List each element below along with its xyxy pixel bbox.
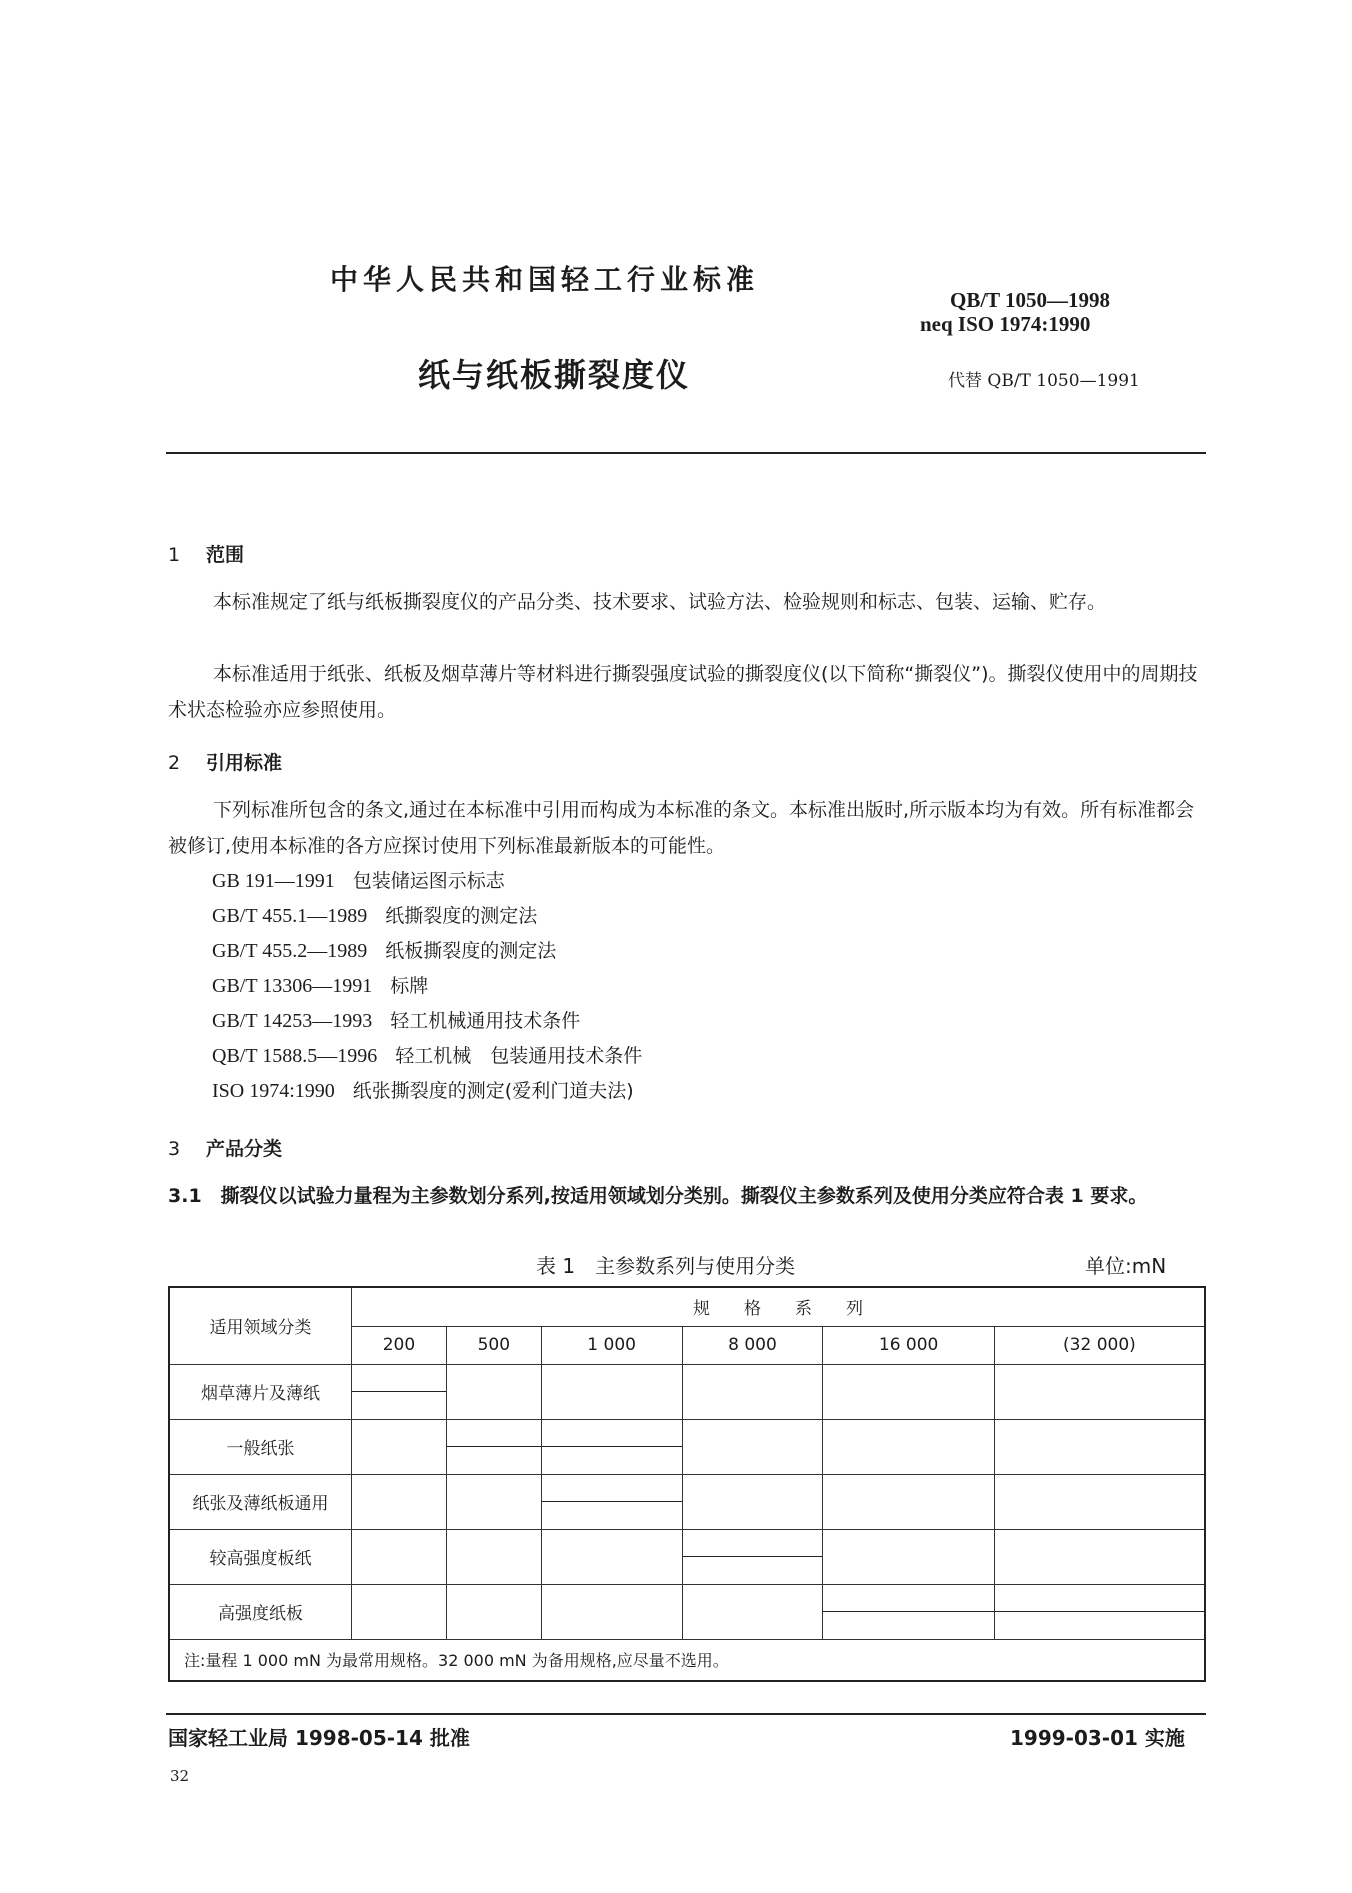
table-cell: [682, 1474, 823, 1529]
table-cell: [352, 1419, 447, 1474]
table-cell: [823, 1529, 994, 1584]
table-cell: [823, 1419, 994, 1474]
footer-divider: [166, 1713, 1206, 1715]
section-number: 2: [168, 752, 181, 774]
table-cell: [541, 1474, 682, 1529]
table-cell: [541, 1364, 682, 1419]
range-bar: [995, 1611, 1204, 1612]
standard-category-heading: 中华人民共和国轻工行业标准: [330, 263, 760, 296]
column-header: 16 000: [823, 1326, 994, 1364]
reference-item: GB/T 14253—1993 轻工机械通用技术条件: [212, 1010, 581, 1032]
header-divider: [166, 452, 1206, 454]
effective-date: 1999-03-01 实施: [1010, 1726, 1185, 1750]
section-1-paragraph-1: 本标准规定了纸与纸板撕裂度仪的产品分类、技术要求、试验方法、检验规则和标志、包装、运输、贮存。: [213, 591, 1107, 613]
table-cell: [446, 1584, 541, 1639]
range-bar: [542, 1446, 682, 1447]
section-title: 引用标准: [206, 752, 283, 774]
reference-item: GB/T 455.1—1989 纸撕裂度的测定法: [212, 905, 538, 927]
row-label: 烟草薄片及薄纸: [169, 1364, 352, 1419]
table-cell: [352, 1584, 447, 1639]
range-bar: [542, 1501, 682, 1502]
section-3-heading: [168, 1134, 282, 1161]
reference-item: ISO 1974:1990 纸张撕裂度的测定(爱利门道夫法): [212, 1080, 634, 1102]
table-cell: [994, 1419, 1205, 1474]
table-cell: [446, 1474, 541, 1529]
section-number: 1: [168, 544, 181, 566]
range-bar: [447, 1446, 541, 1447]
approval-date: 国家轻工业局 1998-05-14 批准: [168, 1726, 470, 1750]
section-title: 产品分类: [206, 1138, 283, 1160]
series-header: 规 格 系 列: [352, 1287, 1206, 1326]
table-cell: [682, 1529, 823, 1584]
reference-item: GB 191—1991 包装储运图示标志: [212, 870, 505, 892]
page-number: 32: [170, 1767, 190, 1785]
table-cell: [994, 1584, 1205, 1639]
row-label: 高强度纸板: [169, 1584, 352, 1639]
table-cell: [994, 1364, 1205, 1419]
table-row: [169, 1529, 1205, 1584]
table-cell: [823, 1474, 994, 1529]
section-2-heading: [168, 748, 282, 775]
column-header: 8 000: [682, 1326, 823, 1364]
section-2-paragraph-1: 下列标准所包含的条文,通过在本标准中引用而构成为本标准的条文。本标准出版时,所示版本均为有效。所有标准都会被修订,使用本标准的各方应探讨使用下列标准最新版本的可能性。: [168, 799, 1195, 857]
table-row: [169, 1364, 1205, 1419]
table-cell: [823, 1364, 994, 1419]
table-row: [169, 1474, 1205, 1529]
table-cell: [541, 1584, 682, 1639]
table-cell: [541, 1529, 682, 1584]
table-cell: [352, 1474, 447, 1529]
row-label: 一般纸张: [169, 1419, 352, 1474]
table-note-row: [169, 1639, 1205, 1681]
table-row: [169, 1584, 1205, 1639]
table-cell: [446, 1364, 541, 1419]
table-cell: [682, 1584, 823, 1639]
table-cell: [446, 1529, 541, 1584]
clause-3-1: 3.1 撕裂仪以试验力量程为主参数划分系列,按适用领域划分类别。撕裂仪主参数系列及使用分类应符合表 1 要求。: [168, 1185, 1148, 1207]
section-title: 范围: [206, 544, 245, 566]
section-1-heading: [168, 540, 244, 567]
standard-code: QB/T 1050—1998: [950, 288, 1111, 312]
table-cell: [682, 1419, 823, 1474]
table-cell: [541, 1419, 682, 1474]
table-cell: [994, 1474, 1205, 1529]
range-bar: [352, 1391, 446, 1392]
table-note: 注:量程 1 000 mN 为最常用规格。32 000 mN 为备用规格,应尽量不选用。: [169, 1639, 1205, 1681]
section-number: 3: [168, 1138, 181, 1160]
table-cell: [352, 1364, 447, 1419]
range-bar: [683, 1556, 823, 1557]
column-header: (32 000): [994, 1326, 1205, 1364]
table-cell: [446, 1419, 541, 1474]
table-cell: [994, 1529, 1205, 1584]
row-label: 纸张及薄纸板通用: [169, 1474, 352, 1529]
equivalent-standard: neq ISO 1974:1990: [920, 312, 1091, 336]
document-title: 纸与纸板撕裂度仪: [418, 356, 691, 394]
reference-item: GB/T 455.2—1989 纸板撕裂度的测定法: [212, 940, 557, 962]
table-cell: [682, 1364, 823, 1419]
table-cell: [823, 1584, 994, 1639]
table-cell: [352, 1529, 447, 1584]
range-bar: [823, 1611, 993, 1612]
replaces-standard: 代替 QB/T 1050—1991: [948, 371, 1140, 391]
row-label: 较高强度板纸: [169, 1529, 352, 1584]
reference-item: GB/T 13306—1991 标牌: [212, 975, 429, 997]
table-row: [169, 1419, 1205, 1474]
category-column-header: 适用领域分类: [169, 1287, 352, 1364]
table-header-row: [169, 1287, 1205, 1326]
spec-table: [168, 1286, 1206, 1682]
column-header: 1 000: [541, 1326, 682, 1364]
column-header: 200: [352, 1326, 447, 1364]
column-header: 500: [446, 1326, 541, 1364]
table-caption: 表 1 主参数系列与使用分类: [536, 1254, 796, 1278]
reference-item: QB/T 1588.5—1996 轻工机械 包装通用技术条件: [212, 1045, 643, 1067]
table-unit: 单位:mN: [1085, 1254, 1167, 1278]
section-1-paragraph-2: 本标准适用于纸张、纸板及烟草薄片等材料进行撕裂强度试验的撕裂度仪(以下简称“撕裂仪”)。撕裂仪使用中的周期技术状态检验亦应参照使用。: [168, 663, 1198, 721]
